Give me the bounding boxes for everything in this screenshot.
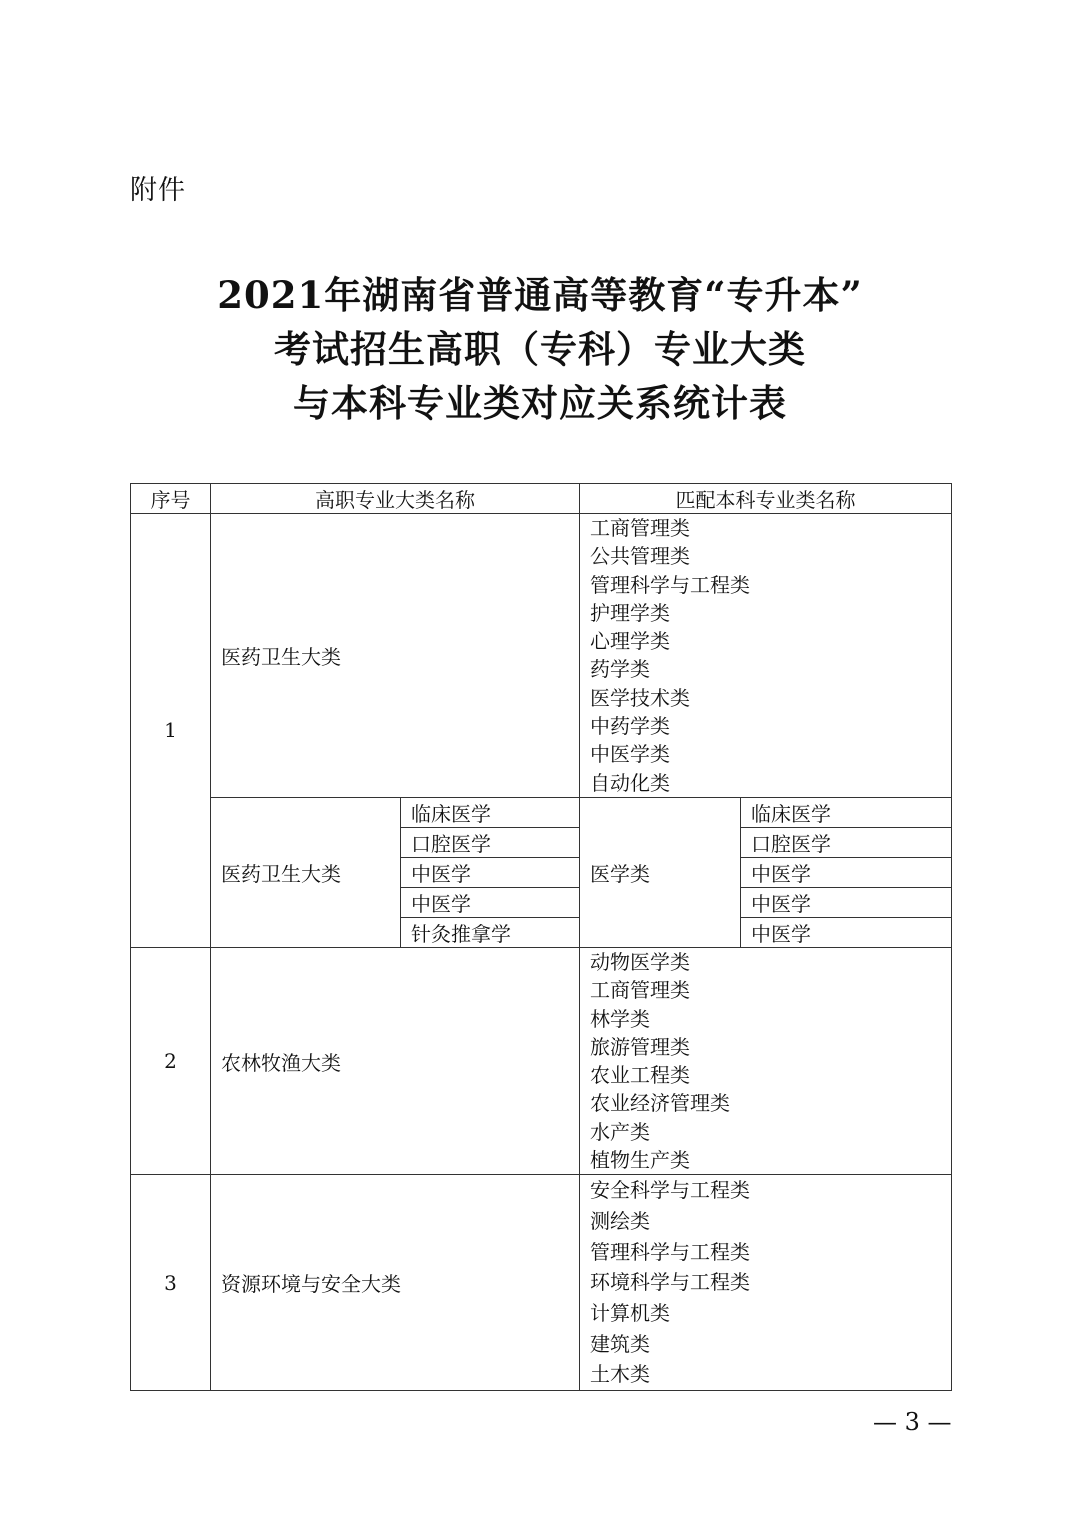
row-matches	[580, 514, 952, 798]
table-row	[131, 947, 952, 1174]
list-item: 建筑类	[590, 1331, 650, 1356]
title-line: 考试招生高职（专科）专业大类	[274, 327, 806, 371]
header-seq: 序号	[131, 484, 211, 514]
list-item: 环境科学与工程类	[590, 1270, 750, 1295]
row-category: 农林牧渔大类	[211, 947, 580, 1174]
document-title	[0, 268, 1080, 430]
list-item: 工商管理类	[590, 978, 690, 1003]
list-item: 植物生产类	[590, 1148, 690, 1173]
row-matches	[580, 947, 952, 1174]
row-seq: 3	[131, 1175, 211, 1391]
sub-row	[131, 797, 952, 827]
list-item: 工商管理类	[590, 516, 690, 540]
list-item: 中医学类	[590, 742, 670, 767]
list-item: 药学类	[590, 657, 650, 682]
sub-major: 中医学	[401, 857, 580, 887]
row-seq: 1	[131, 514, 211, 948]
header-vocational-category: 高职专业大类名称	[211, 484, 580, 514]
header-matched-undergrad: 匹配本科专业类名称	[580, 484, 952, 514]
sub-major: 口腔医学	[401, 827, 580, 857]
sub-match-major: 中医学	[741, 857, 952, 887]
row-matches	[580, 1175, 952, 1391]
list-item: 林学类	[590, 1006, 650, 1031]
list-item: 安全科学与工程类	[590, 1178, 750, 1203]
list-item: 计算机类	[590, 1301, 670, 1326]
list-item: 自动化类	[590, 770, 670, 795]
row-seq: 2	[131, 947, 211, 1174]
row-category: 医药卫生大类	[211, 514, 580, 798]
row-category: 资源环境与安全大类	[211, 1175, 580, 1391]
list-item: 土木类	[590, 1362, 650, 1387]
sub-match-major: 中医学	[741, 887, 952, 917]
sub-major: 针灸推拿学	[401, 917, 580, 947]
list-item: 农业经济管理类	[590, 1091, 730, 1116]
table-row	[131, 514, 952, 798]
sub-match-major: 口腔医学	[741, 827, 952, 857]
list-item: 中药学类	[590, 714, 670, 739]
sub-major: 中医学	[401, 887, 580, 917]
list-item: 医学技术类	[590, 685, 690, 710]
sub-match-major: 临床医学	[741, 797, 952, 827]
list-item: 旅游管理类	[590, 1034, 690, 1059]
table-header-row	[131, 484, 952, 514]
list-item: 管理科学与工程类	[590, 1239, 750, 1264]
list-item: 农业工程类	[590, 1063, 690, 1088]
list-item: 公共管理类	[590, 544, 690, 569]
attachment-label: 附件	[130, 175, 186, 206]
list-item: 测绘类	[590, 1209, 650, 1234]
table-row	[131, 1175, 952, 1391]
page-number: — 3 —	[873, 1408, 952, 1436]
sub-category: 医药卫生大类	[211, 797, 401, 947]
list-item: 水产类	[590, 1119, 650, 1144]
list-item: 动物医学类	[590, 949, 690, 974]
list-item: 心理学类	[590, 629, 670, 654]
title-line: 与本科专业类对应关系统计表	[293, 381, 787, 425]
title-line: 2021年湖南省普通高等教育“专升本”	[217, 273, 863, 317]
list-item: 护理学类	[590, 600, 670, 625]
sub-match-major: 中医学	[741, 917, 952, 947]
correspondence-table	[130, 483, 952, 1391]
list-item: 管理科学与工程类	[590, 572, 750, 597]
sub-major: 临床医学	[401, 797, 580, 827]
sub-match-class: 医学类	[580, 797, 741, 947]
